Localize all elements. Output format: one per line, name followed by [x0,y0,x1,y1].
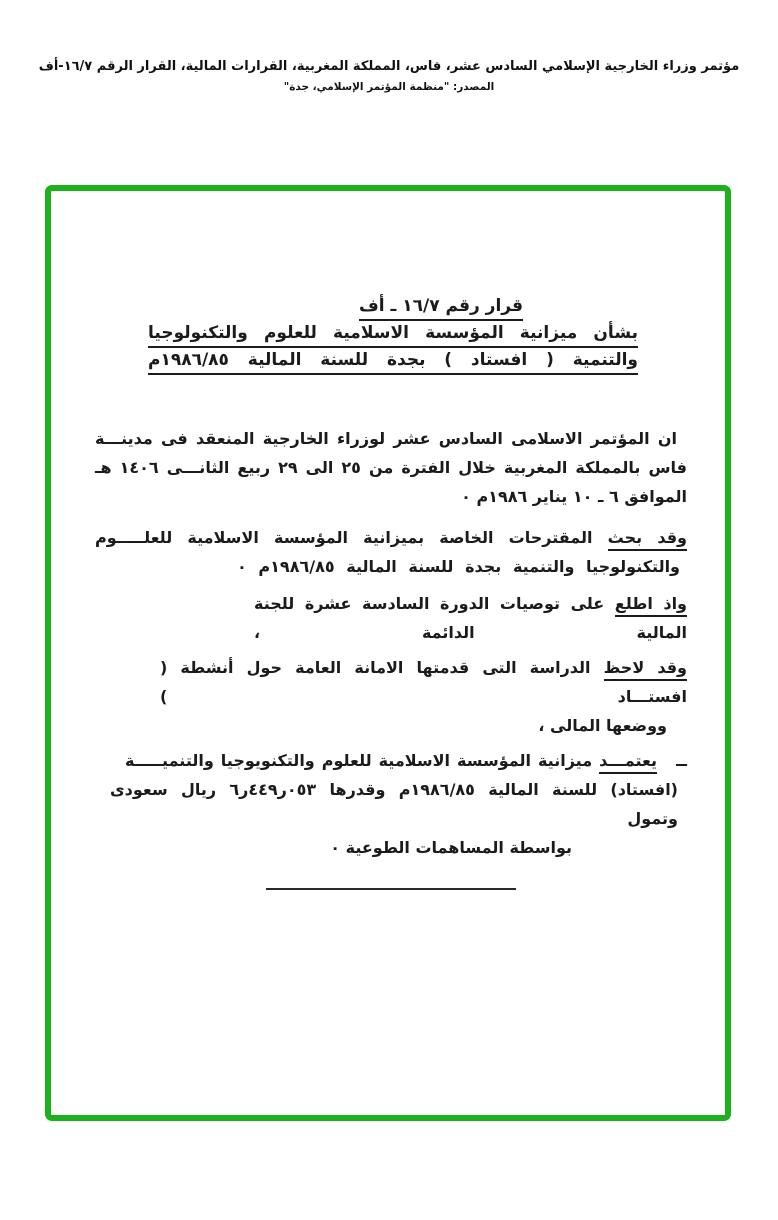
paragraph-having-examined [95,523,687,581]
resolution-subject-line-2: والتنمية ( افستاد ) بجدة للسنة المالية ١٩٨٦/٨٥م [148,350,638,375]
approves-line-2-budget-amount: (افستاد) للسنة المالية ١٩٨٦/٨٥م وقدرها ٠٥٣ر٤٤٩ر٦ ريال سعودى وتمول [110,780,678,828]
having-examined-line-1 [95,523,687,552]
preamble-line-3: الموافق ٦ ـ ١٠ يناير ١٩٨٦م ٠ [461,487,687,506]
approves-line-3: بواسطة المساهمات الطوعية ٠ [330,838,572,857]
underlined-lead-having-examined: وقد بحث [608,528,687,551]
having-examined-line-2: والتكنولوجيا والتنمية بجدة للسنة المالية ١٩٨٦/٨٥م ٠ [237,557,681,576]
separator-line [266,888,516,890]
having-reviewed-line [254,589,687,647]
having-noted-line-2: ووضعها المالى ، [538,716,667,735]
document-body [51,296,725,1220]
having-noted-line-1 [95,653,687,711]
paragraph-preamble [95,424,687,511]
paragraph-having-noted [95,653,687,740]
resolution-subject-line-1: بشأن ميزانية المؤسسة الاسلامية للعلوم والتكنولوجيا [148,323,638,348]
green-border-frame [45,185,731,1121]
scanned-resolution-page [0,58,778,1151]
having-reviewed-rest: على توصيات الدورة السادسة عشرة للجنة المالية الدائمة ، [254,594,687,642]
underlined-lead-approves: يعتمـــد [599,751,657,774]
page-header [0,58,778,94]
having-noted-rest: الدراسة التى قدمتها الامانة العامة حول أنشطة ( افستـــاد ) [160,658,687,706]
resolution-title [148,296,638,375]
approves-line-1 [95,746,687,775]
underlined-lead-having-noted: وقد لاحظ [604,658,687,681]
paragraph-approves-budget [95,746,687,862]
resolution-number-line: قرار رقم ١٦/٧ ـ أف [359,296,523,321]
having-examined-rest: المقترحات الخاصة بميزانية المؤسسة الاسلامية للعلـــــوم [95,528,593,547]
header-citation-line: المصدر: "منظمة المؤتمر الإسلامي، جدة" [283,81,495,93]
paragraph-having-reviewed [95,589,687,647]
preamble-line-1: ان المؤتمر الاسلامى السادس عشر لوزراء الخارجية المنعقد فى مدينـــة [95,429,677,448]
approves-rest: ميزانية المؤسسة الاسلامية للعلوم والتكنويوجيا والتنميـــــة [125,751,593,770]
header-source-line: مؤتمر وزراء الخارجية الإسلامي السادس عشر، فاس، المملكة المغربية، القرارات المالية، القرار الرقم ١٦/٧-أف [38,59,740,74]
list-dash-marker: ــ [676,751,687,770]
preamble-line-2: فاس بالمملكة المغربية خلال الفترة من ٢٥ الى ٢٩ ربيع الثانـــى ١٤٠٦ هـ [95,458,687,477]
underlined-lead-having-reviewed: واذ اطلع [615,594,687,617]
